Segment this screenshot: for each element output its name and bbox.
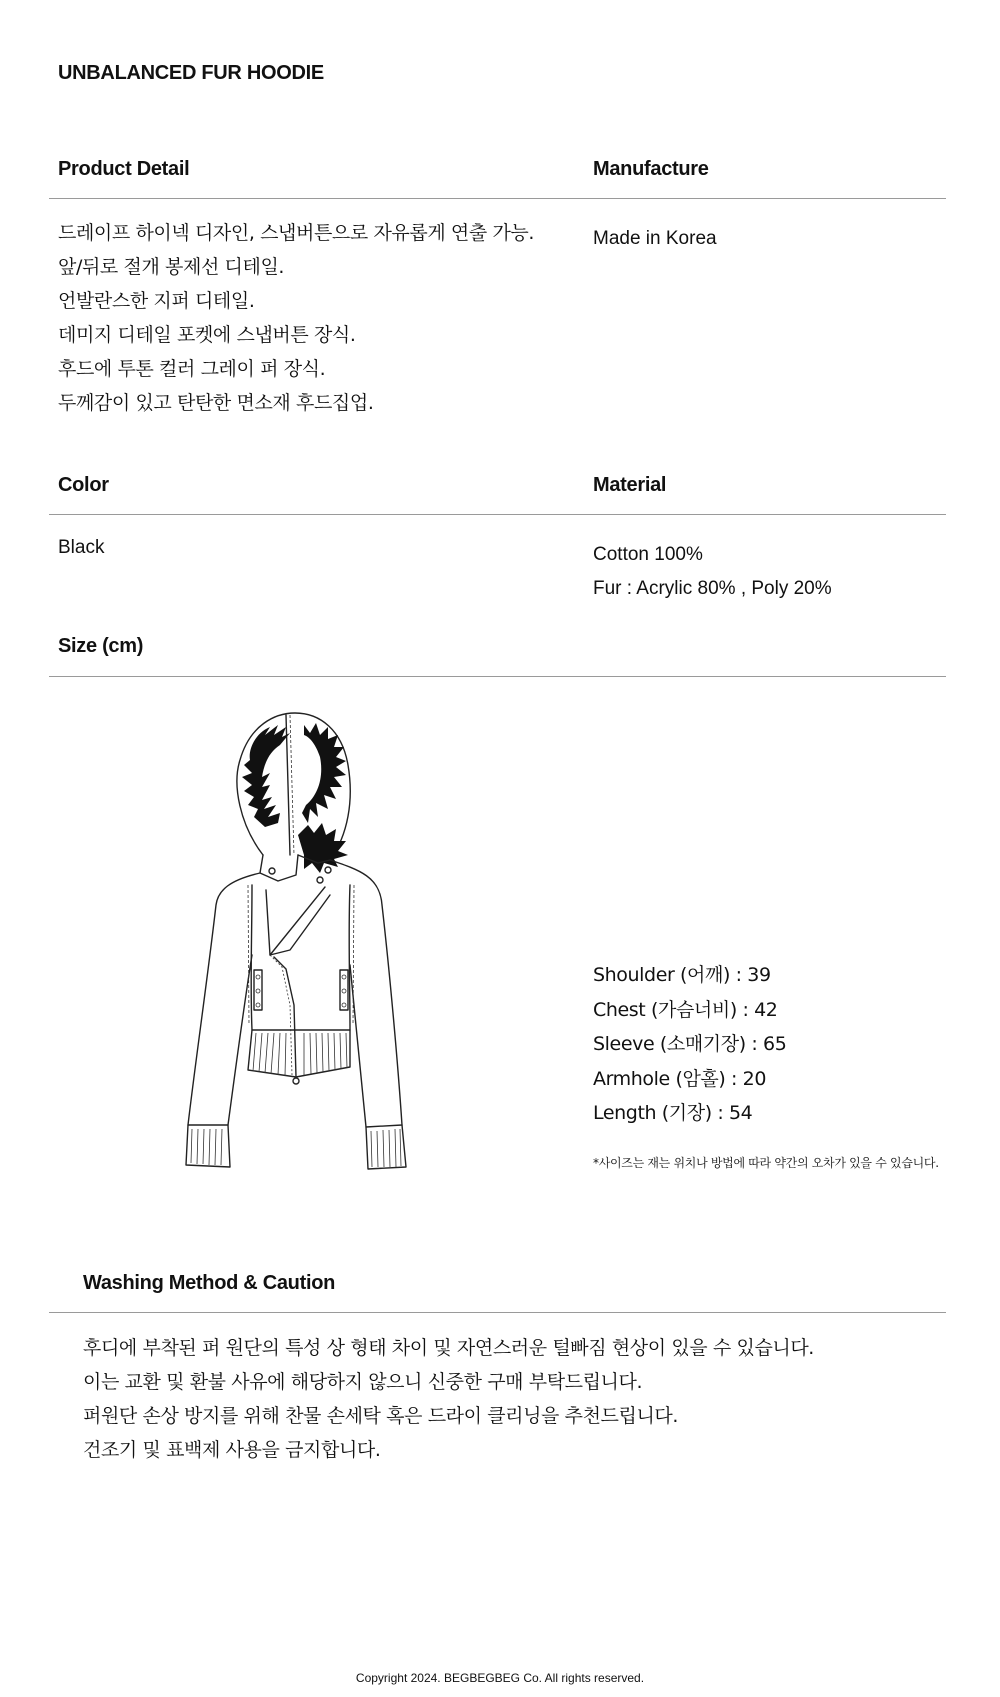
right-sleeve — [330, 860, 402, 1127]
hoodie-sketch-illustration — [170, 705, 460, 1180]
size-measurement: Sleeve (소매기장) : 65 — [593, 1033, 787, 1055]
product-detail-line: 두께감이 있고 탄탄한 면소재 후드집업. — [58, 392, 374, 414]
product-detail-line: 드레이프 하이넥 디자인, 스냅버튼으로 자유롭게 연출 가능. — [58, 222, 535, 244]
body-outline — [251, 885, 350, 1030]
size-heading: Size (cm) — [58, 635, 144, 657]
size-measurement: Length (기장) : 54 — [593, 1102, 753, 1124]
size-measurement: Shoulder (어깨) : 39 — [593, 964, 771, 986]
manufacture-value: Made in Korea — [593, 228, 717, 249]
material-line: Cotton 100% — [593, 544, 703, 565]
material-list — [593, 538, 832, 606]
left-sleeve — [188, 873, 260, 1125]
size-note: *사이즈는 재는 위치나 방법에 따라 약간의 오차가 있을 수 있습니다. — [593, 1156, 939, 1170]
product-detail-line: 후드에 투톤 컬러 그레이 퍼 장식. — [58, 358, 326, 380]
product-detail-line: 앞/뒤로 절개 봉제선 디테일. — [58, 256, 285, 278]
material-line: Fur : Acrylic 80% , Poly 20% — [593, 578, 832, 599]
product-detail-heading: Product Detail — [58, 158, 190, 180]
size-measurement-list — [593, 958, 786, 1131]
divider — [49, 514, 946, 515]
washing-line: 이는 교환 및 환불 사유에 해당하지 않으니 신중한 구매 부탁드립니다. — [83, 1371, 643, 1393]
footer-copyright: Copyright 2024. BEGBEGBEG Co. All rights reserved. — [355, 1671, 645, 1685]
color-heading: Color — [58, 474, 109, 496]
manufacture-heading: Manufacture — [593, 158, 709, 180]
product-detail-line: 데미지 디테일 포켓에 스냅버튼 장식. — [58, 324, 356, 346]
material-heading: Material — [593, 474, 667, 496]
color-value: Black — [58, 537, 105, 558]
washing-heading: Washing Method & Caution — [83, 1272, 336, 1294]
product-detail-list — [58, 216, 534, 420]
washing-list — [83, 1331, 814, 1467]
washing-line: 퍼원단 손상 방지를 위해 찬물 손세탁 혹은 드라이 클리닝을 추천드립니다. — [83, 1405, 679, 1427]
divider — [49, 198, 946, 199]
divider — [49, 1312, 946, 1313]
washing-line: 건조기 및 표백제 사용을 금지합니다. — [83, 1439, 381, 1461]
product-detail-line: 언발란스한 지퍼 디테일. — [58, 290, 255, 312]
fur-trim — [242, 723, 348, 873]
size-measurement: Armhole (암홀) : 20 — [593, 1067, 767, 1090]
size-measurement: Chest (가슴너비) : 42 — [593, 998, 778, 1021]
page-title: UNBALANCED FUR HOODIE — [58, 62, 324, 84]
washing-line: 후디에 부착된 퍼 원단의 특성 상 형태 차이 및 자연스러운 털빠짐 현상이 있을 수 있습니다. — [83, 1337, 814, 1359]
divider — [49, 676, 946, 677]
